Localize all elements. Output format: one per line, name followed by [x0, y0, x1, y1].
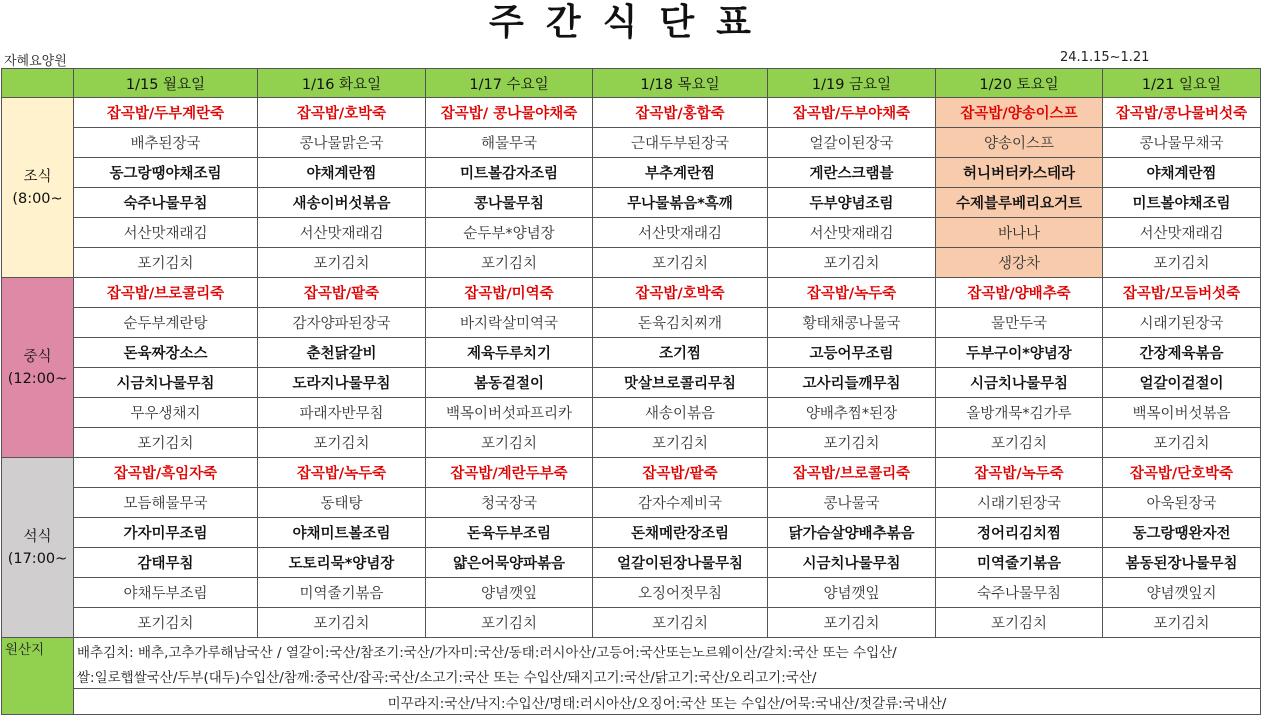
menu-body [2, 98, 1261, 638]
menu-item: 고등어무조림 [768, 338, 936, 368]
menu-item: 미트볼감자조림 [426, 158, 593, 188]
porridge-item: 잡곡밥/호박죽 [593, 278, 768, 308]
porridge-item: 잡곡밥/녹두죽 [258, 458, 426, 488]
menu-row [2, 158, 1261, 188]
menu-row [2, 128, 1261, 158]
menu-item: 무나물볶음*흑깨 [593, 188, 768, 218]
menu-item: 양념깻잎 [768, 578, 936, 608]
menu-item: 파래자반무침 [258, 398, 426, 428]
menu-item: 포기김치 [936, 428, 1103, 458]
menu-item: 감자수제비국 [593, 488, 768, 518]
menu-row [2, 578, 1261, 608]
menu-item: 두부양념조림 [768, 188, 936, 218]
menu-row [2, 308, 1261, 338]
menu-item: 얼갈이겉절이 [1103, 368, 1261, 398]
menu-item: 춘천닭갈비 [258, 338, 426, 368]
menu-item: 포기김치 [768, 248, 936, 278]
menu-item: 청국장국 [426, 488, 593, 518]
corner-cell [2, 69, 74, 98]
menu-item: 조기찜 [593, 338, 768, 368]
day-header: 1/15 월요일 [74, 69, 258, 98]
menu-item: 콩나물국 [768, 488, 936, 518]
origin-label: 원산지 [2, 638, 74, 715]
menu-item: 포기김치 [258, 608, 426, 638]
porridge-item: 잡곡밥/브로콜리죽 [768, 458, 936, 488]
origin-line: 미꾸라지:국산/낙지:수입산/명태:러시아산/오징어:국산 또는 수입산/어묵:국내산/젓갈류:국내산/ [74, 689, 1261, 715]
menu-item: 서산맛재래김 [258, 218, 426, 248]
porridge-item: 잡곡밥/콩나물버섯죽 [1103, 98, 1261, 128]
menu-item: 아욱된장국 [1103, 488, 1261, 518]
menu-item: 모듬해물무국 [74, 488, 258, 518]
menu-item: 포기김치 [768, 428, 936, 458]
menu-item: 포기김치 [258, 428, 426, 458]
menu-item: 게란스크램블 [768, 158, 936, 188]
menu-row [2, 218, 1261, 248]
porridge-item: 잡곡밥/팥죽 [258, 278, 426, 308]
menu-item: 무우생채지 [74, 398, 258, 428]
menu-item: 고사리들깨무침 [768, 368, 936, 398]
menu-item: 닭가슴살양배추볶음 [768, 518, 936, 548]
porridge-item: 잡곡밥/계란두부죽 [426, 458, 593, 488]
day-header: 1/18 목요일 [593, 69, 768, 98]
menu-row [2, 278, 1261, 308]
menu-row [2, 188, 1261, 218]
porridge-item: 잡곡밥/모듬버섯죽 [1103, 278, 1261, 308]
date-range: 24.1.15~1.21 [1060, 50, 1150, 65]
day-header: 1/20 토요일 [936, 69, 1103, 98]
menu-row [2, 518, 1261, 548]
organization-name: 자혜요양원 [4, 54, 67, 69]
menu-item: 시래기된장국 [1103, 308, 1261, 338]
menu-item: 오징어젓무침 [593, 578, 768, 608]
menu-item: 숙주나물무침 [936, 578, 1103, 608]
menu-row [2, 98, 1261, 128]
menu-row [2, 488, 1261, 518]
menu-item: 양념깻잎지 [1103, 578, 1261, 608]
menu-item: 포기김치 [74, 248, 258, 278]
porridge-item: 잡곡밥/ 콩나물야채죽 [426, 98, 593, 128]
menu-item: 부추계란찜 [593, 158, 768, 188]
menu-item: 수제블루베리요거트 [936, 188, 1103, 218]
porridge-item: 잡곡밥/흑임자죽 [74, 458, 258, 488]
menu-item: 시래기된장국 [936, 488, 1103, 518]
menu-item: 야채계란찜 [258, 158, 426, 188]
menu-item: 서산맛재래김 [768, 218, 936, 248]
origin-row-1 [2, 638, 1261, 664]
porridge-item: 잡곡밥/팥죽 [593, 458, 768, 488]
menu-item: 야채두부조림 [74, 578, 258, 608]
menu-item: 얇은어묵양파볶음 [426, 548, 593, 578]
meal-name: 석식 [23, 528, 52, 545]
menu-item: 콩나물무채국 [1103, 128, 1261, 158]
weekly-menu-table [1, 68, 1261, 715]
menu-item: 돈채메란장조림 [593, 518, 768, 548]
menu-item: 돈육짜장소스 [74, 338, 258, 368]
page-title: 주간식단표 [489, 2, 773, 43]
origin-row-2 [2, 663, 1261, 689]
menu-item: 동그랑땡완자전 [1103, 518, 1261, 548]
menu-item: 얼갈이된장국 [768, 128, 936, 158]
menu-item: 포기김치 [593, 248, 768, 278]
menu-item: 시금치나물무침 [74, 368, 258, 398]
origin-line: 배추김치: 배추,고추가루해남국산 / 열갈이:국산/참조기:국산/가자미:국산/동태:러시아산/고등어:국산또는노르웨이산/갈치:국산 또는 수입산/ [74, 638, 1261, 664]
menu-item: 두부구이*양념장 [936, 338, 1103, 368]
menu-item: 배추된장국 [74, 128, 258, 158]
day-header: 1/16 화요일 [258, 69, 426, 98]
menu-item: 바나나 [936, 218, 1103, 248]
meal-label [2, 278, 74, 458]
menu-row [2, 398, 1261, 428]
porridge-item: 잡곡밥/두부계란죽 [74, 98, 258, 128]
meal-name: 중식 [23, 348, 52, 365]
menu-row [2, 428, 1261, 458]
menu-item: 도토리묵*양념장 [258, 548, 426, 578]
porridge-item: 잡곡밥/미역죽 [426, 278, 593, 308]
meal-time: (8:00~ [12, 190, 63, 207]
origin-row-3 [2, 689, 1261, 715]
day-header-row [2, 69, 1261, 98]
menu-item: 새송이볶음 [593, 398, 768, 428]
menu-item: 양념깻잎 [426, 578, 593, 608]
menu-item: 서산맛재래김 [74, 218, 258, 248]
menu-item: 돈육김치찌개 [593, 308, 768, 338]
menu-row [2, 608, 1261, 638]
meal-label [2, 98, 74, 278]
menu-item: 포기김치 [426, 248, 593, 278]
porridge-item: 잡곡밥/양송이스프 [936, 98, 1103, 128]
menu-item: 포기김치 [426, 608, 593, 638]
porridge-item: 잡곡밥/브로콜리죽 [74, 278, 258, 308]
menu-item: 포기김치 [1103, 248, 1261, 278]
menu-item: 포기김치 [74, 428, 258, 458]
menu-item: 감태무침 [74, 548, 258, 578]
menu-row [2, 338, 1261, 368]
menu-item: 미트볼야채조림 [1103, 188, 1261, 218]
menu-row [2, 458, 1261, 488]
menu-item: 포기김치 [1103, 428, 1261, 458]
menu-item: 야채미트볼조림 [258, 518, 426, 548]
menu-item: 포기김치 [1103, 608, 1261, 638]
menu-item: 숙주나물무침 [74, 188, 258, 218]
menu-item: 야채계란찜 [1103, 158, 1261, 188]
menu-item: 서산맛재래김 [593, 218, 768, 248]
menu-item: 포기김치 [593, 428, 768, 458]
menu-item: 봄동된장나물무침 [1103, 548, 1261, 578]
menu-item: 간장제육볶음 [1103, 338, 1261, 368]
porridge-item: 잡곡밥/양배추죽 [936, 278, 1103, 308]
meal-time: (17:00~ [7, 550, 68, 567]
menu-row [2, 548, 1261, 578]
meal-name: 조식 [23, 168, 52, 185]
menu-item: 근대두부된장국 [593, 128, 768, 158]
day-header: 1/17 수요일 [426, 69, 593, 98]
menu-item: 콩나물무침 [426, 188, 593, 218]
menu-item: 동태탕 [258, 488, 426, 518]
menu-row [2, 248, 1261, 278]
porridge-item: 잡곡밥/두부야채죽 [768, 98, 936, 128]
menu-item: 해물무국 [426, 128, 593, 158]
porridge-item: 잡곡밥/녹두죽 [768, 278, 936, 308]
menu-item: 시금치나물무침 [768, 548, 936, 578]
porridge-item: 잡곡밥/홍합죽 [593, 98, 768, 128]
menu-item: 순두부*양념장 [426, 218, 593, 248]
menu-item: 포기김치 [936, 608, 1103, 638]
menu-item: 시금치나물무침 [936, 368, 1103, 398]
menu-item: 올방개묵*김가루 [936, 398, 1103, 428]
menu-item: 미역줄기볶음 [258, 578, 426, 608]
menu-item: 새송이버섯볶음 [258, 188, 426, 218]
menu-item: 맛살브로콜리무침 [593, 368, 768, 398]
menu-item: 바지락살미역국 [426, 308, 593, 338]
menu-item: 콩나물맑은국 [258, 128, 426, 158]
menu-item: 포기김치 [426, 428, 593, 458]
menu-item: 백목이버섯파프리카 [426, 398, 593, 428]
menu-item: 양송이스프 [936, 128, 1103, 158]
menu-item: 포기김치 [593, 608, 768, 638]
meal-time: (12:00~ [7, 370, 68, 387]
menu-item: 동그랑땡야채조림 [74, 158, 258, 188]
menu-item: 생강차 [936, 248, 1103, 278]
origin-line: 쌀:일로햅쌀국산/두부(대두)수입산/참깨:중국산/잡곡:국산/소고기:국산 또는 수입산/돼지고기:국산/닭고기:국산/오리고기:국산/ [74, 663, 1261, 689]
menu-row [2, 368, 1261, 398]
day-header: 1/21 일요일 [1103, 69, 1261, 98]
menu-item: 포기김치 [258, 248, 426, 278]
menu-item: 물만두국 [936, 308, 1103, 338]
menu-item: 가자미무조림 [74, 518, 258, 548]
day-header: 1/19 금요일 [768, 69, 936, 98]
menu-item: 감자양파된장국 [258, 308, 426, 338]
meal-label [2, 458, 74, 638]
menu-item: 돈육두부조림 [426, 518, 593, 548]
menu-item: 순두부계란탕 [74, 308, 258, 338]
menu-item: 허니버터카스테라 [936, 158, 1103, 188]
menu-item: 도라지나물무침 [258, 368, 426, 398]
porridge-item: 잡곡밥/녹두죽 [936, 458, 1103, 488]
menu-item: 백목이버섯볶음 [1103, 398, 1261, 428]
menu-item: 얼갈이된장나물무침 [593, 548, 768, 578]
menu-item: 서산맛재래김 [1103, 218, 1261, 248]
menu-item: 포기김치 [74, 608, 258, 638]
menu-item: 양배추찜*된장 [768, 398, 936, 428]
porridge-item: 잡곡밥/호박죽 [258, 98, 426, 128]
menu-item: 포기김치 [768, 608, 936, 638]
porridge-item: 잡곡밥/단호박죽 [1103, 458, 1261, 488]
menu-item: 봄동겉절이 [426, 368, 593, 398]
menu-item: 정어리김치찜 [936, 518, 1103, 548]
menu-item: 황태채콩나물국 [768, 308, 936, 338]
menu-item: 제육두루치기 [426, 338, 593, 368]
menu-item: 미역줄기볶음 [936, 548, 1103, 578]
